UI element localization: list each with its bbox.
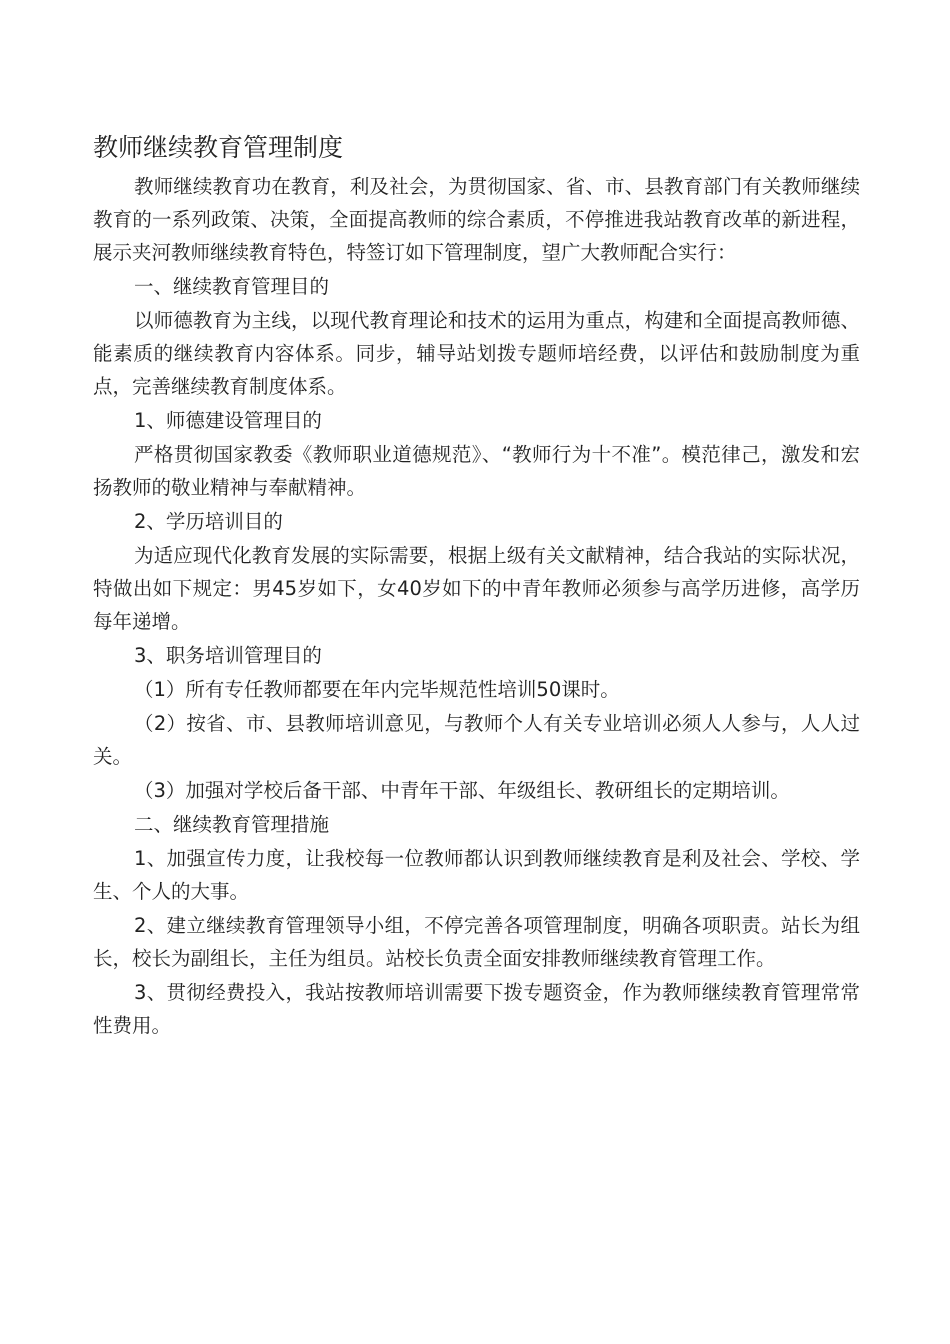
subheading-ethics: 1、师德建设管理目的	[134, 409, 322, 432]
goals-paragraph: 以师德教育为主线，以现代教育理论和技术的运用为重点，构建和全面提高教师德、能素质的继续教育内容体系。同步，辅导站划拨专题师培经费，以评估和鼓励制度为重点，完善继续教育制度体系。	[93, 309, 860, 398]
job-training-item-2: （2）按省、市、县教师培训意见，与教师个人有关专业培训必须人人参与，人人过关。	[93, 712, 860, 768]
document-page	[93, 128, 860, 1043]
measure-item-2: 2、建立继续教育管理领导小组，不停完善各项管理制度，明确各项职责。站长为组长，校长为副组长，主任为组员。站校长负责全面安排教师继续教育管理工作。	[93, 914, 860, 970]
measure-item-1: 1、加强宣传力度，让我校每一位教师都认识到教师继续教育是利及社会、学校、学生、个人的大事。	[93, 847, 860, 903]
section-heading-goals: 一、继续教育管理目的	[134, 275, 330, 298]
subheading-degree-training: 2、学历培训目的	[134, 510, 283, 533]
document-title: 教师继续教育管理制度	[93, 133, 344, 162]
measure-item-3: 3、贯彻经费投入，我站按教师培训需要下拨专题资金，作为教师继续教育管理常常性费用。	[93, 981, 860, 1037]
intro-paragraph: 教师继续教育功在教育，利及社会，为贯彻国家、省、市、县教育部门有关教师继续教育的一系列政策、决策，全面提高教师的综合素质，不停推进我站教育改革的新进程，展示夹河教师继续教育特色，特签订如下管理制度，望广大教师配合实行：	[93, 175, 860, 264]
section-heading-measures: 二、继续教育管理措施	[134, 813, 330, 836]
ethics-paragraph: 严格贯彻国家教委《教师职业道德规范》、“教师行为十不准”。模范律己，激发和宏扬教师的敬业精神与奉献精神。	[93, 443, 860, 499]
subheading-job-training: 3、职务培训管理目的	[134, 644, 322, 667]
job-training-item-3: （3）加强对学校后备干部、中青年干部、年级组长、教研组长的定期培训。	[134, 779, 790, 802]
degree-training-paragraph: 为适应现代化教育发展的实际需要，根据上级有关文献精神，结合我站的实际状况，特做出如下规定：男45岁如下，女40岁如下的中青年教师必须参与高学历进修，高学历每年递增。	[93, 544, 860, 633]
job-training-item-1: （1）所有专任教师都要在年内完毕规范性培训50课时。	[134, 678, 620, 701]
